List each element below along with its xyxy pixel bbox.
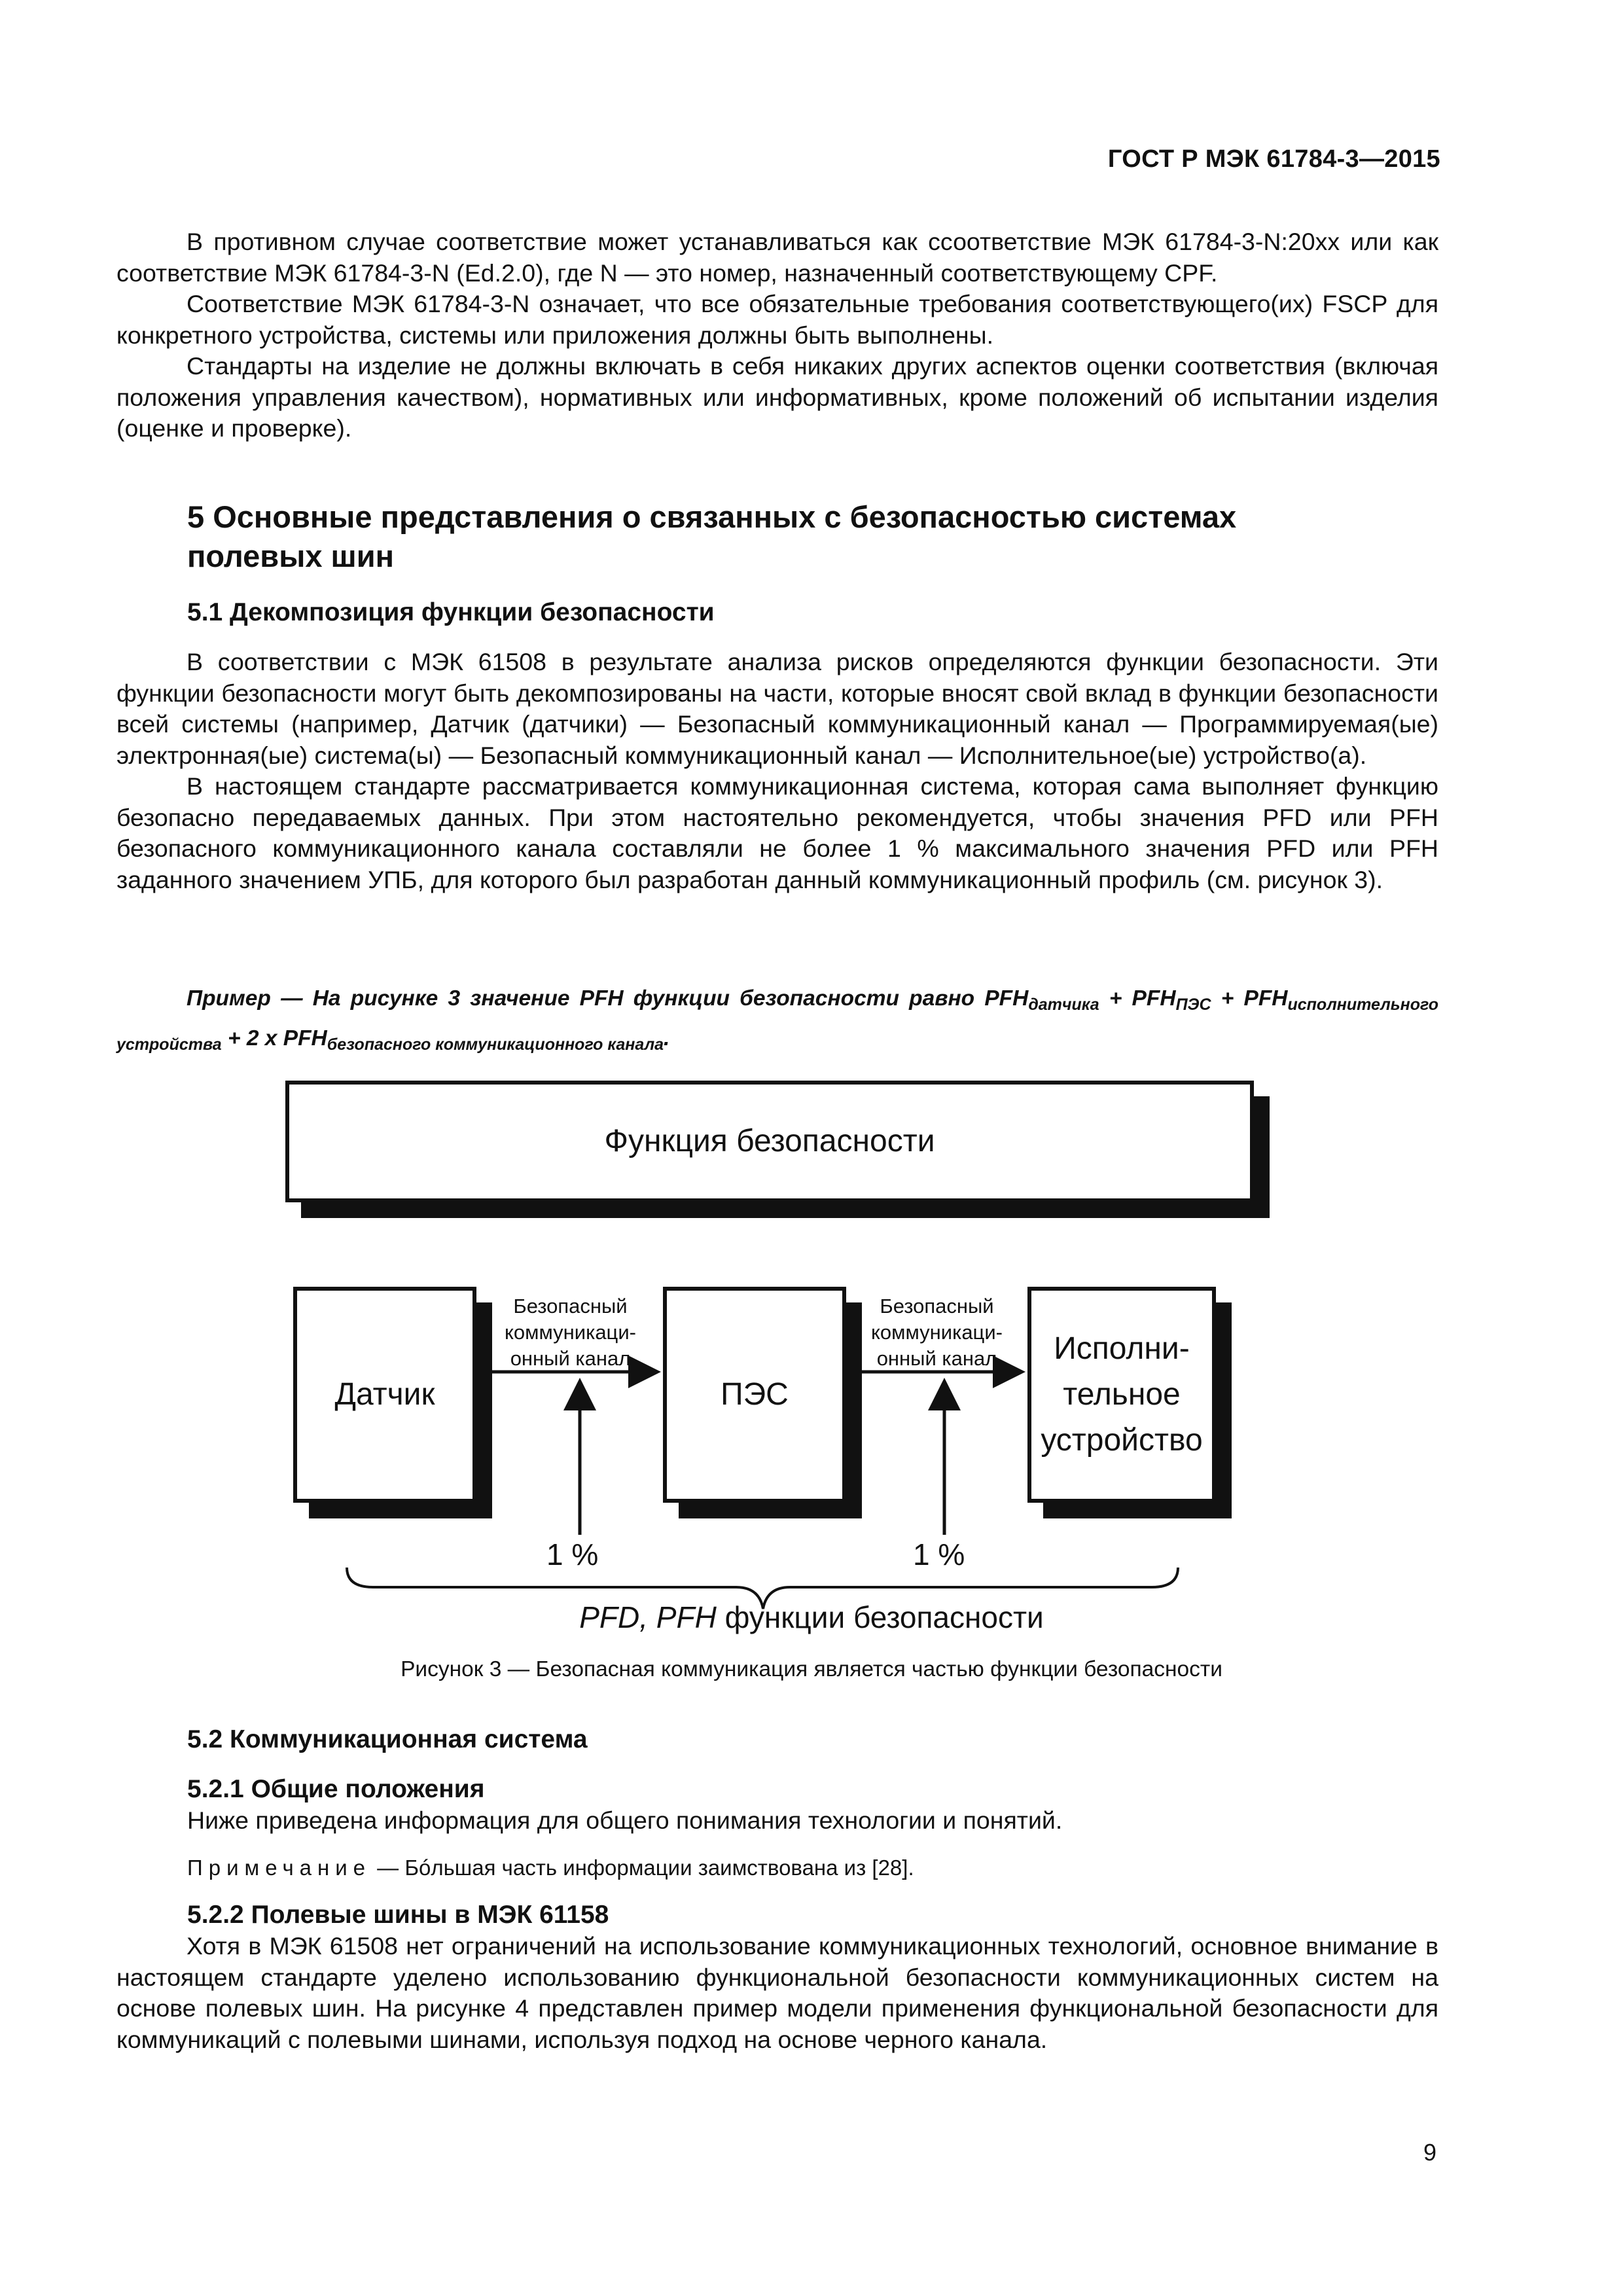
percent-left: 1 % [546, 1537, 599, 1571]
example-text-c: + PFH [1211, 986, 1288, 1011]
example-sub-pes: ПЭС [1175, 996, 1211, 1014]
example-text-b: + PFH [1099, 986, 1176, 1011]
pfd-pfh-label [0, 1600, 1623, 1635]
actuator-label: Исполни- тельное устройство [1041, 1331, 1203, 1458]
section-5-2-2-heading: 5.2.2 Полевые шины в МЭК 61158 [187, 1901, 609, 1929]
section-5-2-1-paragraph: Ниже приведена информация для общего понимания технологии и понятий. [187, 1806, 1063, 1834]
example-sub-sensor: датчика [1028, 996, 1099, 1014]
section-5-1-paragraph-2: В настоящем стандарте рассматривается коммуникационная система, которая сама выполняет функцию безопасно передаваемых данных. При этом настоятельно рекомендуется, чтобы значения PFD или PFH безопасного коммуникационного канала составляли не более 1 % максимального значения PFD или PFH заданного значением УПБ, для которого был разработан данный коммуникационный профиль (см. рисунок 3). [116, 772, 1438, 893]
figure-3-caption: Рисунок 3 — Безопасная коммуникация является частью функции безопасности [401, 1657, 1222, 1681]
section-5-1-paragraph-1: В соответствии с МЭК 61508 в результате анализа рисков определяются функции безопасности. Эти функции безопасности могут быть декомпозированы на части, которые вносят свой вклад в функции безопасности всей системы (например, Датчик (датчики) — Безопасный коммуникационный канал — Программируемая(ые) электронная(ые) система(ы) — Безопасный коммуникационный канал — Исполнительное(ые) устройство(а). [116, 648, 1438, 769]
section-5-heading-line-1: 5 Основные представления о связанных с безопасностью системах [187, 499, 1237, 534]
section-5-1-heading: 5.1 Декомпозиция функции безопасности [187, 598, 715, 626]
section-5-2-2-text [116, 1931, 1438, 2055]
example-text-d: + 2 x PFH [221, 1026, 327, 1050]
section-5-heading-line-2: полевых шин [187, 539, 394, 573]
example-text-a: Пример — На рисунке 3 значение PFH функции безопасности равно PFH [187, 986, 1029, 1011]
note [187, 1854, 914, 1882]
example-text-e: . [664, 1026, 670, 1050]
channel-label-right: Безопасный коммуникаци- онный канал [871, 1295, 1003, 1370]
sensor-label: Датчик [334, 1377, 435, 1412]
intro-paragraph-1: В противном случае соответствие может устанавливаться как ссоответствие МЭК 61784-3-N:20xx или как соответствие МЭК 61784-3-N (Ed.2.0), где N — это номер, назначенный соответствующему CPF. [116, 228, 1438, 287]
section-5-2-1-heading: 5.2.1 Общие положения [187, 1775, 485, 1803]
note-label: Примечание [187, 1856, 372, 1880]
channel-label-left: Безопасный коммуникаци- онный канал [505, 1295, 636, 1370]
section-5-2-1-text [187, 1805, 1431, 1837]
pes-label: ПЭС [721, 1377, 789, 1412]
percent-right: 1 % [913, 1537, 965, 1571]
page-number: 9 [1423, 2139, 1436, 2166]
intro-paragraph-2: Соответствие МЭК 61784-3-N означает, что все обязательные требования соответствующего(их) FSCP для конкретного устройства, системы или приложения должны быть выполнены. [116, 290, 1438, 349]
note-text: — Бóльшая часть информации заимствована из [28]. [371, 1856, 914, 1880]
pfd-pfh-italic: PFD, PFH [579, 1600, 717, 1634]
safety-function-label: Функция безопасности [604, 1124, 935, 1158]
section-5-2-2-paragraph: Хотя в МЭК 61508 нет ограничений на использование коммуникационных технологий, основное внимание в настоящем стандарте уделено использованию функциональной безопасности коммуникационных систем на основе полевых шин. На рисунке 4 представлен пример модели применения функциональной безопасности для коммуникаций с полевыми шинами, используя подход на основе черного канала. [116, 1932, 1438, 2053]
document-header: ГОСТ Р МЭК 61784-3—2015 [1107, 145, 1440, 173]
example-sub-actuator: исполнительного устройства [116, 996, 1438, 1054]
section-5-2-heading: 5.2 Коммуникационная система [187, 1725, 588, 1753]
intro-paragraph-3: Стандарты на изделие не должны включать в себя никаких других аспектов оценки соответствия (включая положения управления качеством), нормативных или информативных, кроме положений об испытании изделия (оценке и проверке). [116, 352, 1438, 442]
example-sub-channel: безопасного коммуникационного канала [327, 1035, 664, 1054]
pfd-pfh-rest: функции безопасности [716, 1600, 1044, 1634]
